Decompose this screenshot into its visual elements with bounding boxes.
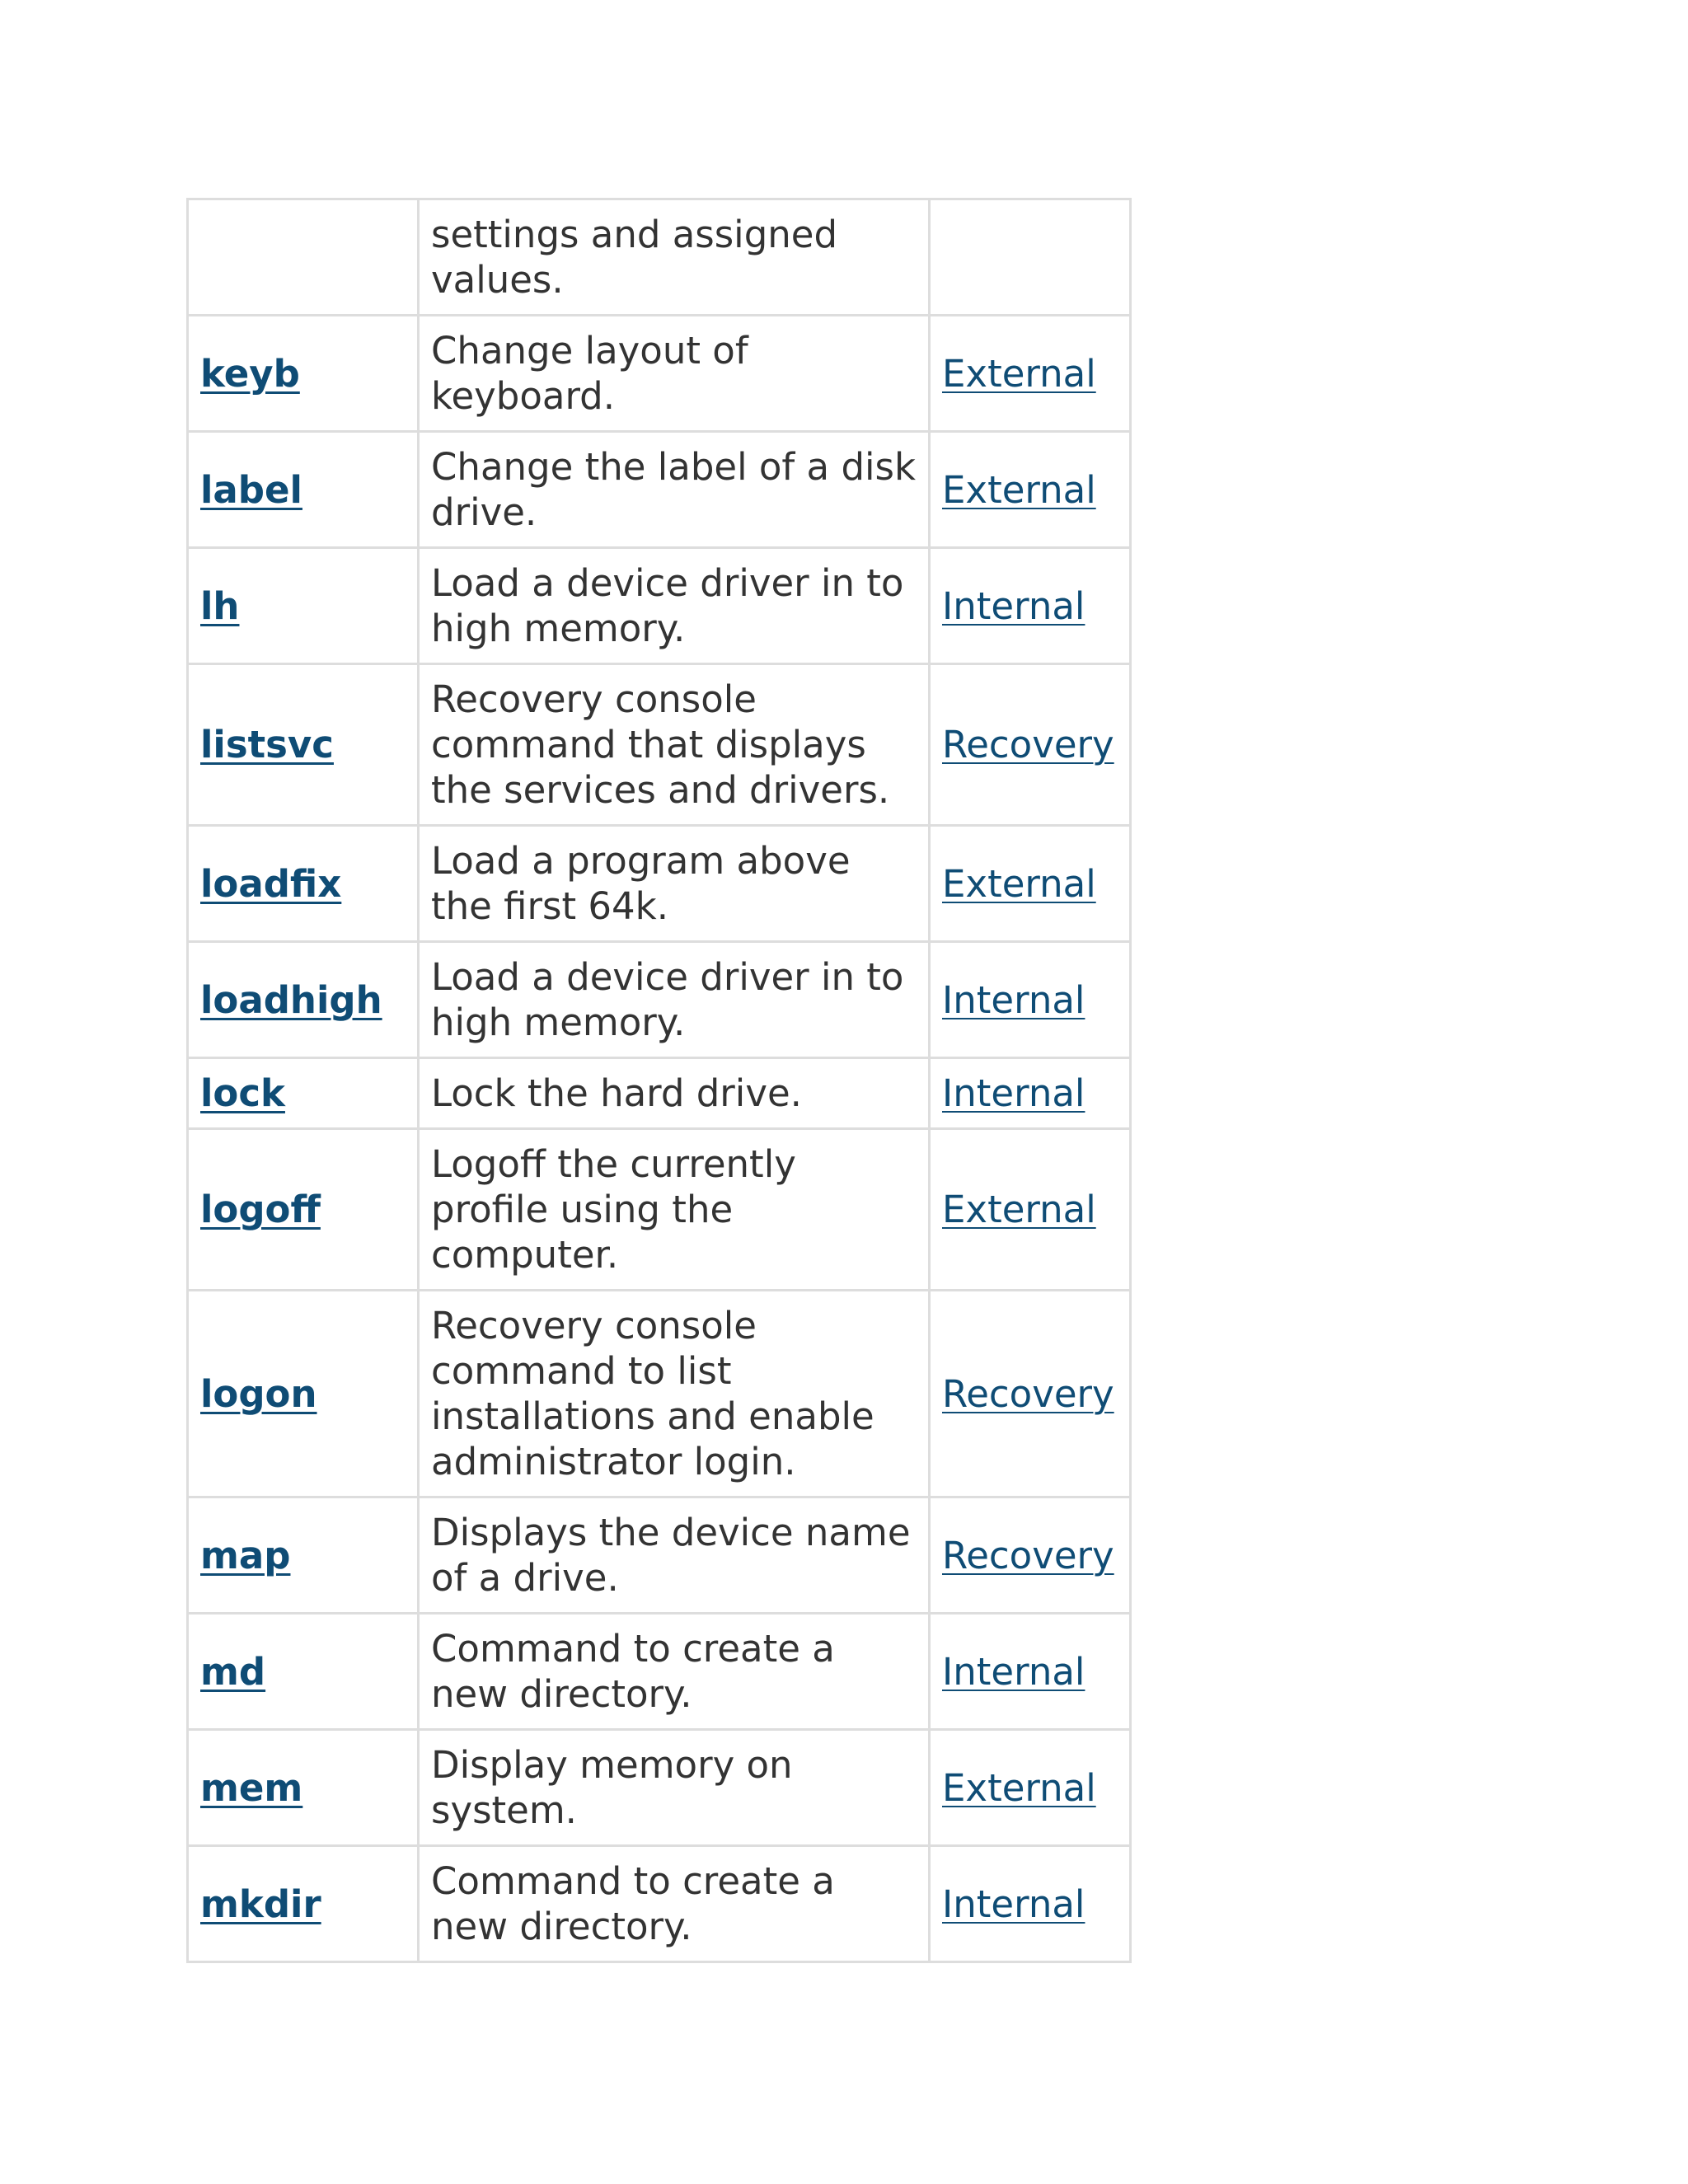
command-link-md[interactable]: md	[200, 1649, 266, 1694]
type-cell	[930, 1614, 1131, 1730]
command-description: Command to create a new directory.	[431, 1627, 835, 1716]
command-link-lock[interactable]: lock	[200, 1071, 285, 1115]
type-link-mkdir[interactable]: Internal	[942, 1882, 1085, 1926]
command-description: Display memory on system.	[431, 1743, 793, 1832]
description-cell	[419, 1058, 930, 1129]
type-link-lh[interactable]: Internal	[942, 583, 1085, 628]
description-cell	[419, 432, 930, 548]
description-cell	[419, 1846, 930, 1962]
table-row	[188, 1291, 1131, 1497]
type-cell	[930, 1846, 1131, 1962]
type-link-listsvc[interactable]: Recovery	[942, 723, 1114, 766]
type-cell	[930, 548, 1131, 664]
command-cell	[188, 1129, 419, 1291]
command-link-logoff[interactable]: logoff	[200, 1188, 321, 1231]
type-cell	[930, 664, 1131, 826]
description-cell	[419, 1730, 930, 1846]
command-link-lh[interactable]: lh	[200, 583, 240, 628]
command-description: settings and assigned values.	[431, 213, 838, 302]
command-cell	[188, 316, 419, 432]
description-cell	[419, 1614, 930, 1730]
table-row	[188, 432, 1131, 548]
command-link-keyb[interactable]: keyb	[200, 351, 300, 396]
command-cell	[188, 664, 419, 826]
type-link-logon[interactable]: Recovery	[942, 1371, 1114, 1416]
table-row	[188, 1497, 1131, 1614]
table-row	[188, 548, 1131, 664]
type-cell	[930, 432, 1131, 548]
type-cell	[930, 826, 1131, 942]
description-cell	[419, 316, 930, 432]
command-cell	[188, 432, 419, 548]
description-cell	[419, 1129, 930, 1291]
command-description: Change layout of keyboard.	[431, 329, 748, 418]
command-cell	[188, 199, 419, 316]
command-description: Load a device driver in to high memory.	[431, 561, 904, 650]
table-row	[188, 1846, 1131, 1962]
description-cell	[419, 664, 930, 826]
command-description: Displays the device name of a drive.	[431, 1511, 911, 1600]
type-link-mem[interactable]: External	[942, 1765, 1096, 1810]
description-cell	[419, 942, 930, 1058]
type-cell	[930, 1730, 1131, 1846]
type-link-loadfix[interactable]: External	[942, 861, 1096, 906]
table-row	[188, 942, 1131, 1058]
type-cell	[930, 316, 1131, 432]
command-link-loadfix[interactable]: loadfix	[200, 861, 342, 906]
command-cell	[188, 548, 419, 664]
command-link-mkdir[interactable]: mkdir	[200, 1882, 321, 1926]
table-row	[188, 1129, 1131, 1291]
table-row	[188, 316, 1131, 432]
table-row	[188, 199, 1131, 316]
description-cell	[419, 1497, 930, 1614]
type-link-label[interactable]: External	[942, 467, 1096, 512]
command-link-map[interactable]: map	[200, 1533, 291, 1577]
type-cell	[930, 1058, 1131, 1129]
command-cell	[188, 1058, 419, 1129]
table-row	[188, 826, 1131, 942]
type-link-map[interactable]: Recovery	[942, 1533, 1114, 1577]
command-description: Logoff the currently profile using the computer.	[431, 1142, 796, 1277]
type-link-keyb[interactable]: External	[942, 351, 1096, 396]
command-description: Command to create a new directory.	[431, 1859, 835, 1948]
command-cell	[188, 1291, 419, 1497]
type-cell	[930, 1497, 1131, 1614]
table-row	[188, 1730, 1131, 1846]
type-cell	[930, 1291, 1131, 1497]
command-link-logon[interactable]: logon	[200, 1371, 317, 1416]
table-row	[188, 664, 1131, 826]
type-cell	[930, 942, 1131, 1058]
type-cell	[930, 199, 1131, 316]
command-link-mem[interactable]: mem	[200, 1765, 303, 1810]
type-link-md[interactable]: Internal	[942, 1649, 1085, 1694]
description-cell	[419, 548, 930, 664]
type-link-lock[interactable]: Internal	[942, 1071, 1085, 1115]
description-cell	[419, 199, 930, 316]
description-cell	[419, 826, 930, 942]
command-cell	[188, 1730, 419, 1846]
command-description: Load a program above the first 64k.	[431, 839, 851, 928]
commands-table-body	[188, 199, 1131, 1962]
command-cell	[188, 1497, 419, 1614]
type-cell	[930, 1129, 1131, 1291]
command-link-label[interactable]: label	[200, 467, 302, 512]
table-row	[188, 1058, 1131, 1129]
type-link-logoff[interactable]: External	[942, 1188, 1096, 1231]
command-description: Change the label of a disk drive.	[431, 445, 917, 534]
commands-table	[186, 198, 1132, 1963]
command-description: Lock the hard drive.	[431, 1071, 802, 1115]
command-description: Load a device driver in to high memory.	[431, 955, 904, 1044]
command-cell	[188, 1614, 419, 1730]
command-link-loadhigh[interactable]: loadhigh	[200, 977, 382, 1022]
command-description: Recovery console command to list installations and enable administrator login.	[431, 1304, 874, 1483]
command-description: Recovery console command that displays the services and drivers.	[431, 677, 890, 812]
table-row	[188, 1614, 1131, 1730]
command-cell	[188, 826, 419, 942]
command-link-listsvc[interactable]: listsvc	[200, 723, 334, 766]
description-cell	[419, 1291, 930, 1497]
command-cell	[188, 942, 419, 1058]
type-link-loadhigh[interactable]: Internal	[942, 977, 1085, 1022]
command-cell	[188, 1846, 419, 1962]
